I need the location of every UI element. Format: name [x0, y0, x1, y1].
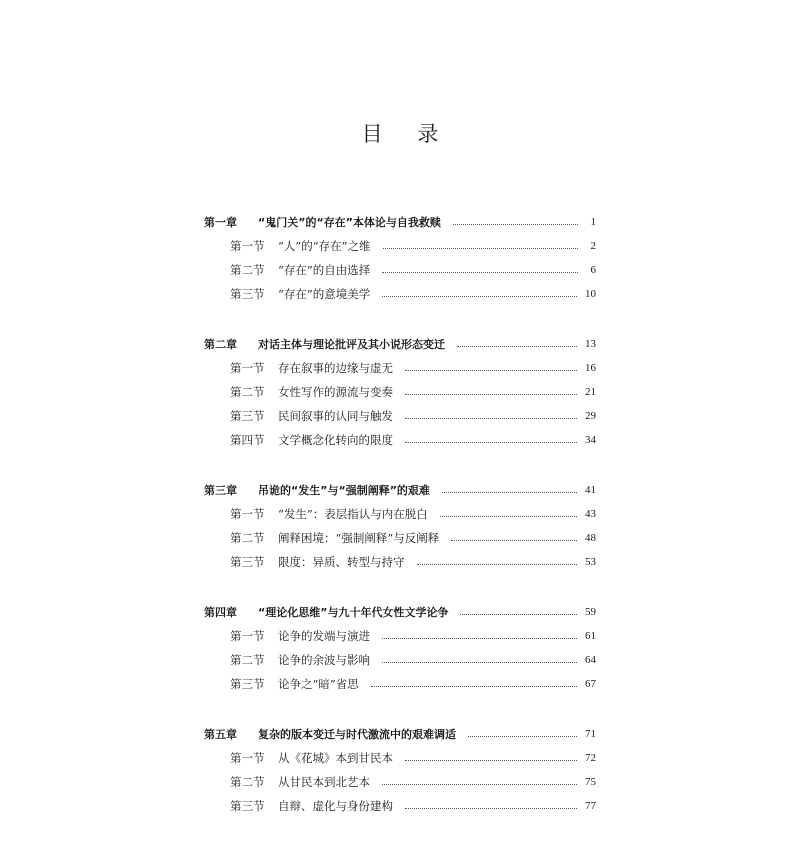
dot-leader [405, 808, 577, 809]
page-number: 71 [585, 728, 596, 740]
section-title: 从甘民本到北艺本 [278, 775, 370, 789]
chapter-block [204, 602, 596, 694]
page-number: 77 [585, 800, 596, 812]
page-number: 13 [585, 338, 596, 350]
page-number: 2 [590, 240, 596, 252]
dot-leader [460, 614, 577, 615]
dot-leader [382, 784, 577, 785]
dot-leader [451, 540, 577, 541]
toc-section-entry[interactable] [204, 504, 596, 524]
chapter-label: 第一章 [204, 216, 237, 229]
section-label: 第三节 [230, 677, 265, 691]
dot-leader [453, 224, 578, 225]
section-label: 第四节 [230, 433, 265, 447]
toc-section-entry[interactable] [204, 674, 596, 694]
dot-leader [405, 394, 577, 395]
chapter-title: “理论化思维”与九十年代女性文学论争 [258, 606, 449, 619]
dot-leader [440, 516, 577, 517]
dot-leader [382, 272, 578, 273]
section-title: 限度：异质、转型与持守 [278, 555, 405, 569]
chapter-title: 对话主体与理论批评及其小说形态变迁 [258, 338, 445, 351]
toc-section-entry[interactable] [204, 748, 596, 768]
page-number: 75 [585, 776, 596, 788]
dot-leader [382, 662, 577, 663]
section-title: “存在”的自由选择 [278, 263, 371, 277]
section-title: 自辩、虚化与身份建构 [278, 799, 393, 813]
section-title: 论争之“暗”省思 [278, 677, 359, 691]
dot-leader [457, 346, 577, 347]
page-number: 1 [590, 216, 596, 228]
page-number: 10 [585, 288, 596, 300]
toc-section-entry[interactable] [204, 626, 596, 646]
page-number: 61 [585, 630, 596, 642]
toc-section-entry[interactable] [204, 430, 596, 450]
dot-leader [371, 686, 577, 687]
chapter-label: 第三章 [204, 484, 237, 497]
toc-section-entry[interactable] [204, 406, 596, 426]
chapter-label: 第五章 [204, 728, 237, 741]
section-title: “存在”的意境美学 [278, 287, 371, 301]
toc-section-entry[interactable] [204, 650, 596, 670]
page-number: 21 [585, 386, 596, 398]
section-label: 第一节 [230, 751, 265, 765]
dot-leader [383, 248, 578, 249]
chapter-title: 复杂的版本变迁与时代激流中的艰难调适 [258, 728, 456, 741]
toc-section-entry[interactable] [204, 284, 596, 304]
chapter-block [204, 212, 596, 304]
toc-section-entry[interactable] [204, 552, 596, 572]
chapter-block [204, 334, 596, 450]
dot-leader [468, 736, 577, 737]
chapter-label: 第四章 [204, 606, 237, 619]
page-number: 53 [585, 556, 596, 568]
section-title: 阐释困境：“强制阐释”与反阐释 [278, 531, 440, 545]
section-label: 第一节 [230, 507, 265, 521]
page-number: 64 [585, 654, 596, 666]
dot-leader [382, 638, 577, 639]
section-label: 第二节 [230, 263, 265, 277]
section-title: 民间叙事的认同与触发 [278, 409, 393, 423]
chapter-title: “鬼门关”的“存在”本体论与自我救赎 [258, 216, 441, 229]
section-label: 第二节 [230, 775, 265, 789]
section-title: 从《花城》本到甘民本 [278, 751, 393, 765]
section-label: 第二节 [230, 531, 265, 545]
toc-chapter-entry[interactable] [204, 480, 596, 500]
page-number: 59 [585, 606, 596, 618]
section-title: 存在叙事的边缘与虚无 [278, 361, 393, 375]
dot-leader [442, 492, 577, 493]
section-title: “人”的“存在”之维 [278, 239, 371, 253]
section-label: 第一节 [230, 361, 265, 375]
section-label: 第一节 [230, 239, 265, 253]
section-title: “发生”：表层指认与内在脱白 [278, 507, 428, 521]
toc-section-entry[interactable] [204, 358, 596, 378]
dot-leader [405, 760, 577, 761]
section-label: 第一节 [230, 629, 265, 643]
toc-chapter-entry[interactable] [204, 212, 596, 232]
toc-section-entry[interactable] [204, 796, 596, 816]
toc-chapter-entry[interactable] [204, 334, 596, 354]
chapter-block [204, 480, 596, 572]
dot-leader [405, 370, 577, 371]
dot-leader [417, 564, 578, 565]
toc-chapter-entry[interactable] [204, 602, 596, 622]
dot-leader [382, 296, 577, 297]
page-number: 6 [590, 264, 596, 276]
section-label: 第二节 [230, 653, 265, 667]
section-title: 论争的发端与演进 [278, 629, 370, 643]
dot-leader [405, 442, 577, 443]
section-label: 第三节 [230, 555, 265, 569]
section-title: 论争的余波与影响 [278, 653, 370, 667]
page-number: 43 [585, 508, 596, 520]
toc-section-entry[interactable] [204, 772, 596, 792]
section-title: 女性写作的源流与变奏 [278, 385, 393, 399]
chapter-block [204, 724, 596, 816]
page-number: 41 [585, 484, 596, 496]
toc-section-entry[interactable] [204, 528, 596, 548]
page-number: 72 [585, 752, 596, 764]
section-label: 第二节 [230, 385, 265, 399]
section-title: 文学概念化转向的限度 [278, 433, 393, 447]
page-number: 67 [585, 678, 596, 690]
page-number: 29 [585, 410, 596, 422]
dot-leader [405, 418, 577, 419]
page-title: 目 录 [361, 122, 453, 146]
page-number: 48 [585, 532, 596, 544]
page-number: 16 [585, 362, 596, 374]
toc-chapter-entry[interactable] [204, 724, 596, 744]
chapter-title: 吊诡的“发生”与“强制阐释”的艰难 [258, 484, 430, 497]
toc-section-entry[interactable] [204, 382, 596, 402]
table-of-contents [204, 212, 596, 846]
section-label: 第三节 [230, 409, 265, 423]
section-label: 第三节 [230, 287, 265, 301]
toc-section-entry[interactable] [204, 260, 596, 280]
chapter-label: 第二章 [204, 338, 237, 351]
section-label: 第三节 [230, 799, 265, 813]
page-number: 34 [585, 434, 596, 446]
toc-section-entry[interactable] [204, 236, 596, 256]
